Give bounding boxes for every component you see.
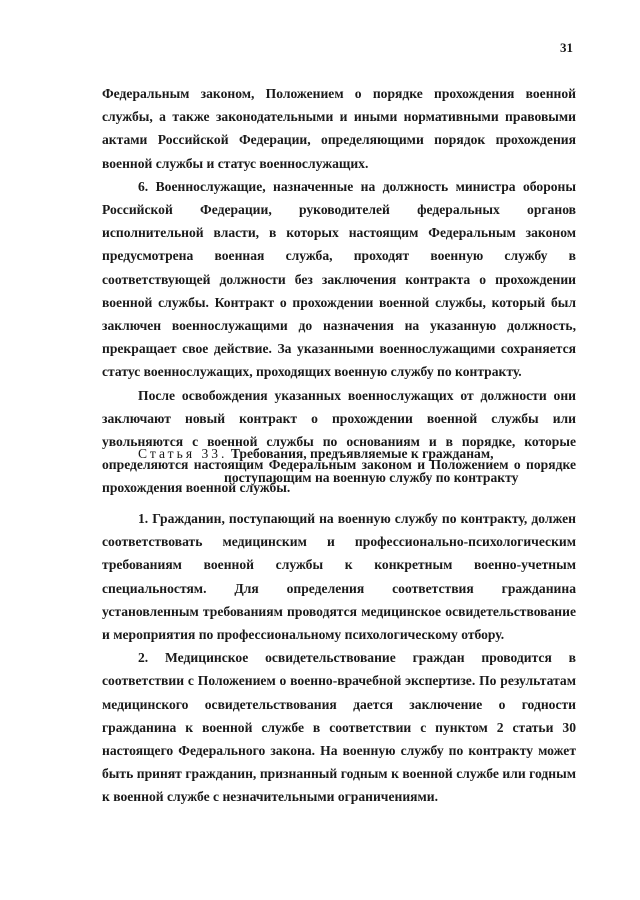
article-title-line1: Требования, предъявляемые к гражданам, — [230, 446, 494, 461]
page-number: 31 — [560, 40, 573, 55]
bottom-text-block — [102, 507, 576, 809]
article-heading — [138, 442, 578, 489]
article-number: Статья 33. — [138, 446, 228, 461]
paragraph-item-2: 2. Медицинское освидетельствование граждан проводится в соответствии с Положением о военно-врачебной экспертизе. По результатам медицинского освидетельствования дается заключение о годности гражданина к военной службе в соответствии с пунктом 2 статьи 30 настоящего Федерального закона. На военную службу по контракту может быть принят гражданин, признанный годным к военной службе или годным к военной службе с незначительными ограничениями. — [102, 650, 576, 805]
paragraph-item-6: 6. Военнослужащие, назначенные на должность министра обороны Российской Федерации, руководителей федеральных органов исполнительной власти, в которых настоящим Федеральным законом предусмотрена военная служба, проходят военную службу в соответствующей должности без заключения контракта о прохождении военной службы. Контракт о прохождении военной службы, который был заключен военнослужащими до назначения на указанную должность, прекращает свое действие. За указанными военнослужащими сохраняется статус военнослужащих, проходящих военную службу по контракту. — [102, 178, 576, 380]
top-text-block — [102, 82, 576, 500]
paragraph-item-1: 1. Гражданин, поступающий на военную службу по контракту, должен соответствовать медицинским и профессионально-психологическим требованиям военной службы к конкретным военно-учетным специальностям. Для определения соответствия гражданина установленным требованиям проводятся медицинское освидетельствование и мероприятия по профессиональному психологическому отбору. — [102, 511, 576, 643]
article-title-line2: поступающим на военную службу по контракту — [224, 469, 519, 485]
paragraph-continuation: Федеральным законом, Положением о порядке прохождения военной службы, а также законодательными и иными нормативными правовыми актами Российской Федерации, определяющими порядок прохождения военной службы и статус военнослужащих. — [102, 86, 576, 171]
paragraph-after-release: После освобождения указанных военнослужащих от должности они заключают новый контракт о прохождении военной службы или увольняются с военной службы по основаниям и в порядке, которые определяются настоящим Федеральным законом и Положением о порядке прохождения военной службы. — [102, 387, 576, 496]
